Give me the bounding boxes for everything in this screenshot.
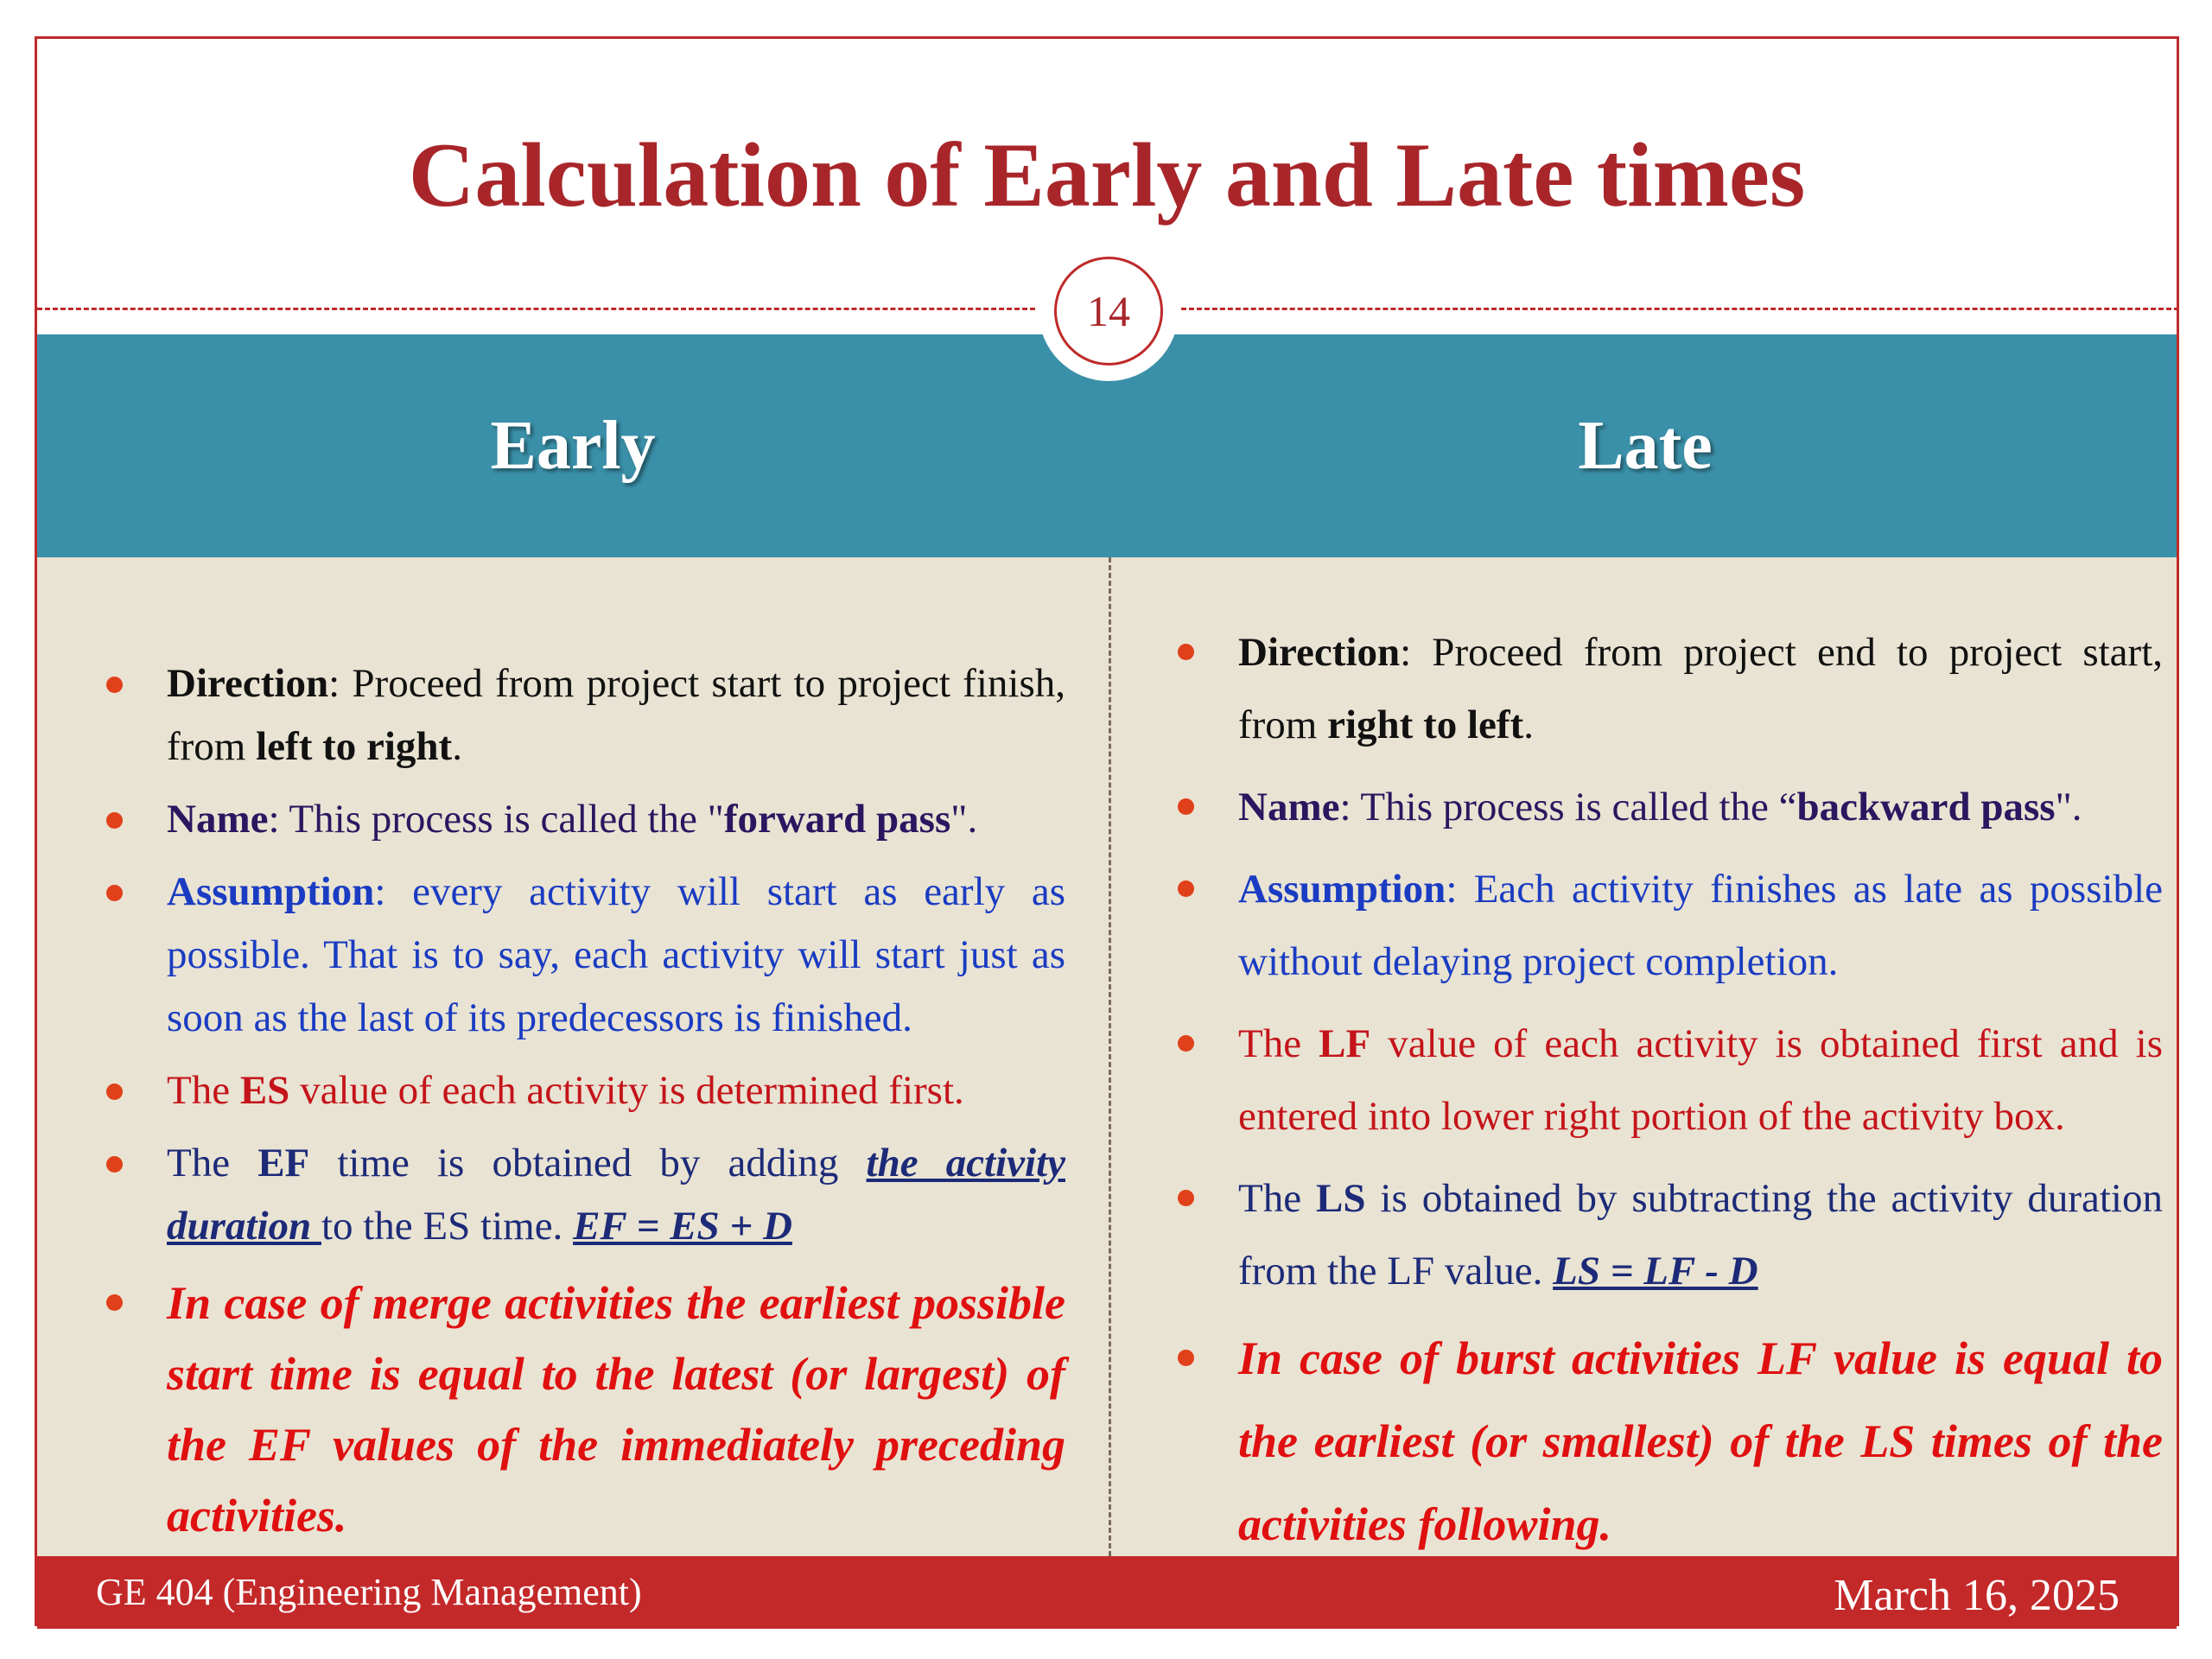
content-area (37, 557, 2177, 1556)
ls-text-start: The (1238, 1176, 1316, 1221)
early-column-header: Early (490, 408, 656, 484)
late-name-item (1169, 771, 2163, 843)
es-text-end: value of each activity is determined first. (289, 1068, 964, 1113)
page-number: 14 (1054, 257, 1163, 365)
direction-emphasis: left to right (256, 724, 453, 769)
column-divider (1109, 557, 1111, 1556)
assumption-label: Assumption (1238, 867, 1446, 912)
bullet-dot-icon (106, 1294, 123, 1311)
lf-text-end: value of each activity is obtained first and is entered into lower right portion of the activity box. (1238, 1021, 2163, 1139)
ef-emphasis: EF (257, 1141, 310, 1185)
bullet-dot-icon (1178, 798, 1194, 815)
assumption-text: : every activity will start as early as possible. That is to say, each activity will start just as soon as the last of its predecessors is finished. (167, 869, 1065, 1040)
footer-bar (37, 1556, 2177, 1629)
late-burst-item (1169, 1317, 2163, 1566)
ef-underlined-term: the activity duration (167, 1141, 1066, 1249)
slide (35, 36, 2179, 1626)
bullet-dot-icon (106, 1084, 123, 1100)
title-divider-left (37, 308, 1035, 310)
direction-emphasis: right to left (1327, 702, 1524, 747)
name-end: ". (2055, 785, 2082, 830)
bullet-dot-icon (106, 812, 123, 829)
late-ls-item (1169, 1162, 2163, 1307)
ef-text-middle: time is obtained by adding (309, 1141, 867, 1185)
direction-label: Direction (167, 661, 329, 706)
name-emphasis: forward pass (723, 797, 951, 842)
early-es-item (98, 1059, 1065, 1122)
name-end: ". (950, 797, 978, 842)
early-direction-item (98, 652, 1065, 779)
ls-formula: LS = LF - D (1553, 1249, 1758, 1294)
es-emphasis: ES (239, 1068, 290, 1113)
assumption-label: Assumption (167, 869, 375, 914)
name-label: Name (1238, 785, 1340, 830)
direction-end: . (1523, 702, 1534, 747)
name-text: : This process is called the " (268, 797, 724, 842)
ls-emphasis: LS (1316, 1176, 1366, 1221)
bullet-dot-icon (1178, 644, 1194, 660)
direction-text: : Proceed from project start to project finish, from (167, 661, 1065, 769)
name-label: Name (167, 797, 269, 842)
slide-title: Calculation of Early and Late times (408, 124, 1806, 226)
ls-text-end: is obtained by subtracting the activity duration from the LF value. (1238, 1176, 2163, 1294)
late-lf-item (1169, 1007, 2163, 1153)
direction-text: : Proceed from project end to project start, from (1238, 630, 2163, 747)
name-text: : This process is called the “ (1339, 785, 1797, 830)
bullet-dot-icon (106, 677, 123, 693)
title-divider-right (1181, 308, 2179, 310)
bullet-dot-icon (106, 1156, 123, 1173)
lf-text-start: The (1238, 1021, 1319, 1066)
footer-course: GE 404 (Engineering Management) (96, 1571, 642, 1613)
bullet-dot-icon (1178, 1035, 1194, 1052)
early-name-item (98, 788, 1065, 851)
early-merge-item (98, 1268, 1065, 1551)
bullet-dot-icon (1178, 880, 1194, 897)
name-emphasis: backward pass (1796, 785, 2056, 830)
merge-rule-text: In case of merge activities the earliest possible start time is equal to the latest (or largest) of the EF values of the immediately preceding activities. (167, 1277, 1065, 1541)
early-bullet-list (98, 652, 1065, 1560)
ef-text-end: to the ES time. (321, 1204, 574, 1249)
late-bullet-list (1169, 616, 2163, 1575)
bullet-dot-icon (106, 885, 123, 901)
early-assumption-item (98, 861, 1065, 1050)
footer-date: March 16, 2025 (1834, 1571, 2120, 1620)
late-direction-item (1169, 616, 2163, 761)
early-ef-item (98, 1132, 1065, 1258)
ef-formula: EF = ES + D (573, 1204, 792, 1249)
bullet-dot-icon (1178, 1190, 1194, 1206)
ef-text-start: The (167, 1141, 258, 1185)
bullet-dot-icon (1178, 1350, 1194, 1366)
direction-end: . (452, 724, 462, 769)
late-column-header: Late (1578, 408, 1713, 484)
late-assumption-item (1169, 853, 2163, 998)
direction-label: Direction (1238, 630, 1401, 675)
page-number-badge (1039, 241, 1179, 381)
es-text-start: The (167, 1068, 240, 1113)
assumption-text: : Each activity finishes as late as possible without delaying project completion. (1238, 867, 2163, 984)
burst-rule-text: In case of burst activities LF value is equal to the earliest (or smallest) of the LS times of the activities following. (1238, 1332, 2163, 1550)
lf-emphasis: LF (1319, 1021, 1371, 1066)
